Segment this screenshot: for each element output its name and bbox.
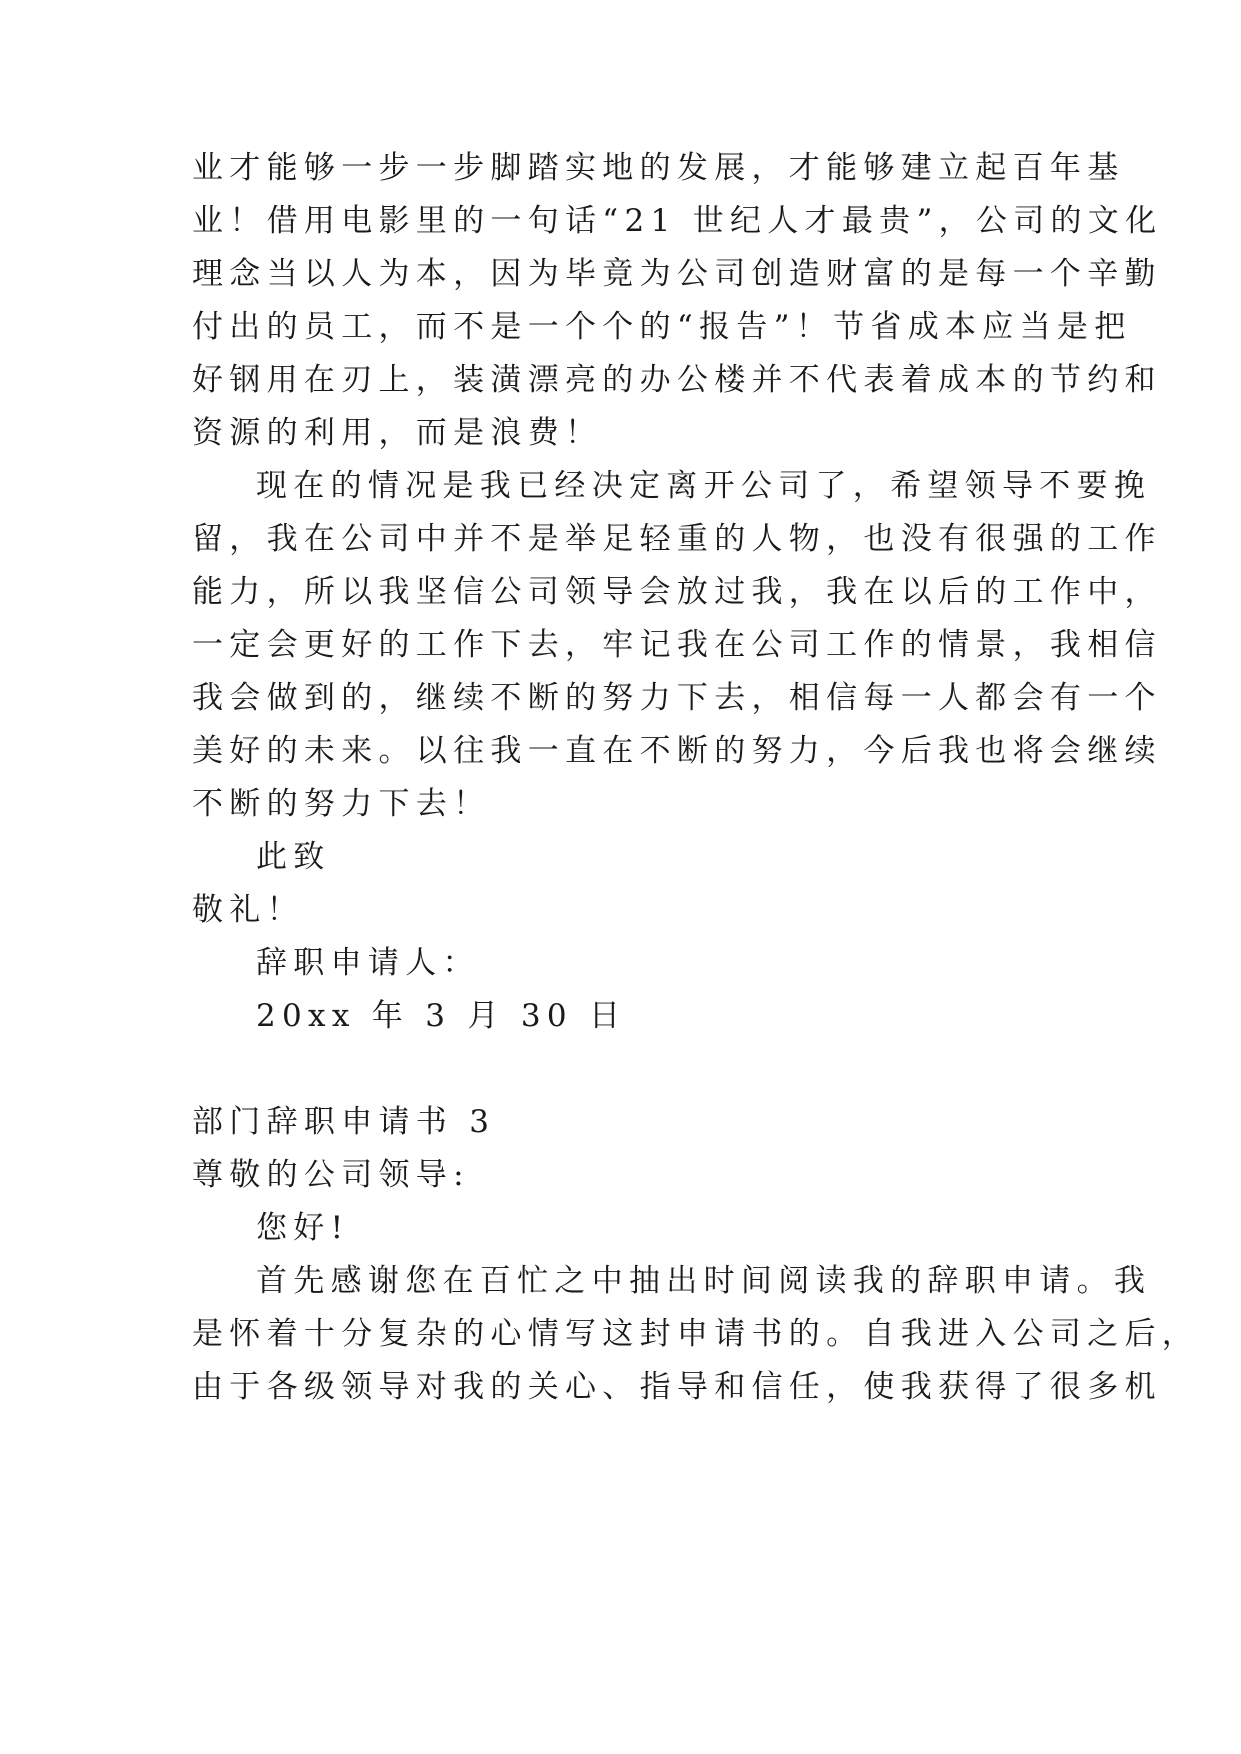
text-line: 是怀着十分复杂的心情写这封申请书的。自我进入公司之后， — [192, 1316, 1200, 1352]
text-line: 业！借用电影里的一句话“21 世纪人才最贵”，公司的文化 — [192, 203, 1163, 239]
text-line: 好钢用在刃上，装潢漂亮的办公楼并不代表着成本的节约和 — [192, 362, 1162, 398]
text-line: 首先感谢您在百忙之中抽出时间阅读我的辞职申请。我 — [256, 1263, 1152, 1299]
text-line: 资源的利用，而是浪费！ — [192, 415, 603, 451]
text-line: 美好的未来。以往我一直在不断的努力，今后我也将会继续 — [192, 733, 1162, 769]
text-line: 不断的努力下去！ — [192, 786, 491, 822]
text-line: 理念当以人为本，因为毕竟为公司创造财富的是每一个辛勤 — [192, 256, 1162, 292]
closing-line: 敬礼！ — [192, 892, 304, 928]
text-line: 由于各级领导对我的关心、指导和信任，使我获得了很多机 — [192, 1369, 1162, 1405]
text-line: 留，我在公司中并不是举足轻重的人物，也没有很强的工作 — [192, 521, 1162, 557]
text-line: 我会做到的，继续不断的努力下去，相信每一人都会有一个 — [192, 680, 1162, 716]
text-line: 能力，所以我坚信公司领导会放过我，我在以后的工作中， — [192, 574, 1162, 610]
text-line: 一定会更好的工作下去，牢记我在公司工作的情景，我相信 — [192, 627, 1162, 663]
section-title: 部门辞职申请书 3 — [192, 1104, 496, 1140]
closing-line: 此致 — [256, 839, 331, 875]
text-line: 现在的情况是我已经决定离开公司了，希望领导不要挽 — [256, 468, 1152, 504]
signature-label: 辞职申请人： — [256, 945, 480, 981]
greeting: 您好! — [256, 1210, 350, 1246]
text-line: 业才能够一步一步脚踏实地的发展，才能够建立起百年基 — [192, 150, 1125, 186]
salutation: 尊敬的公司领导: — [192, 1157, 470, 1193]
date-line: 20xx 年 3 月 30 日 — [256, 998, 627, 1034]
text-line: 付出的员工，而不是一个个的“报告”！节省成本应当是把 — [192, 309, 1132, 345]
